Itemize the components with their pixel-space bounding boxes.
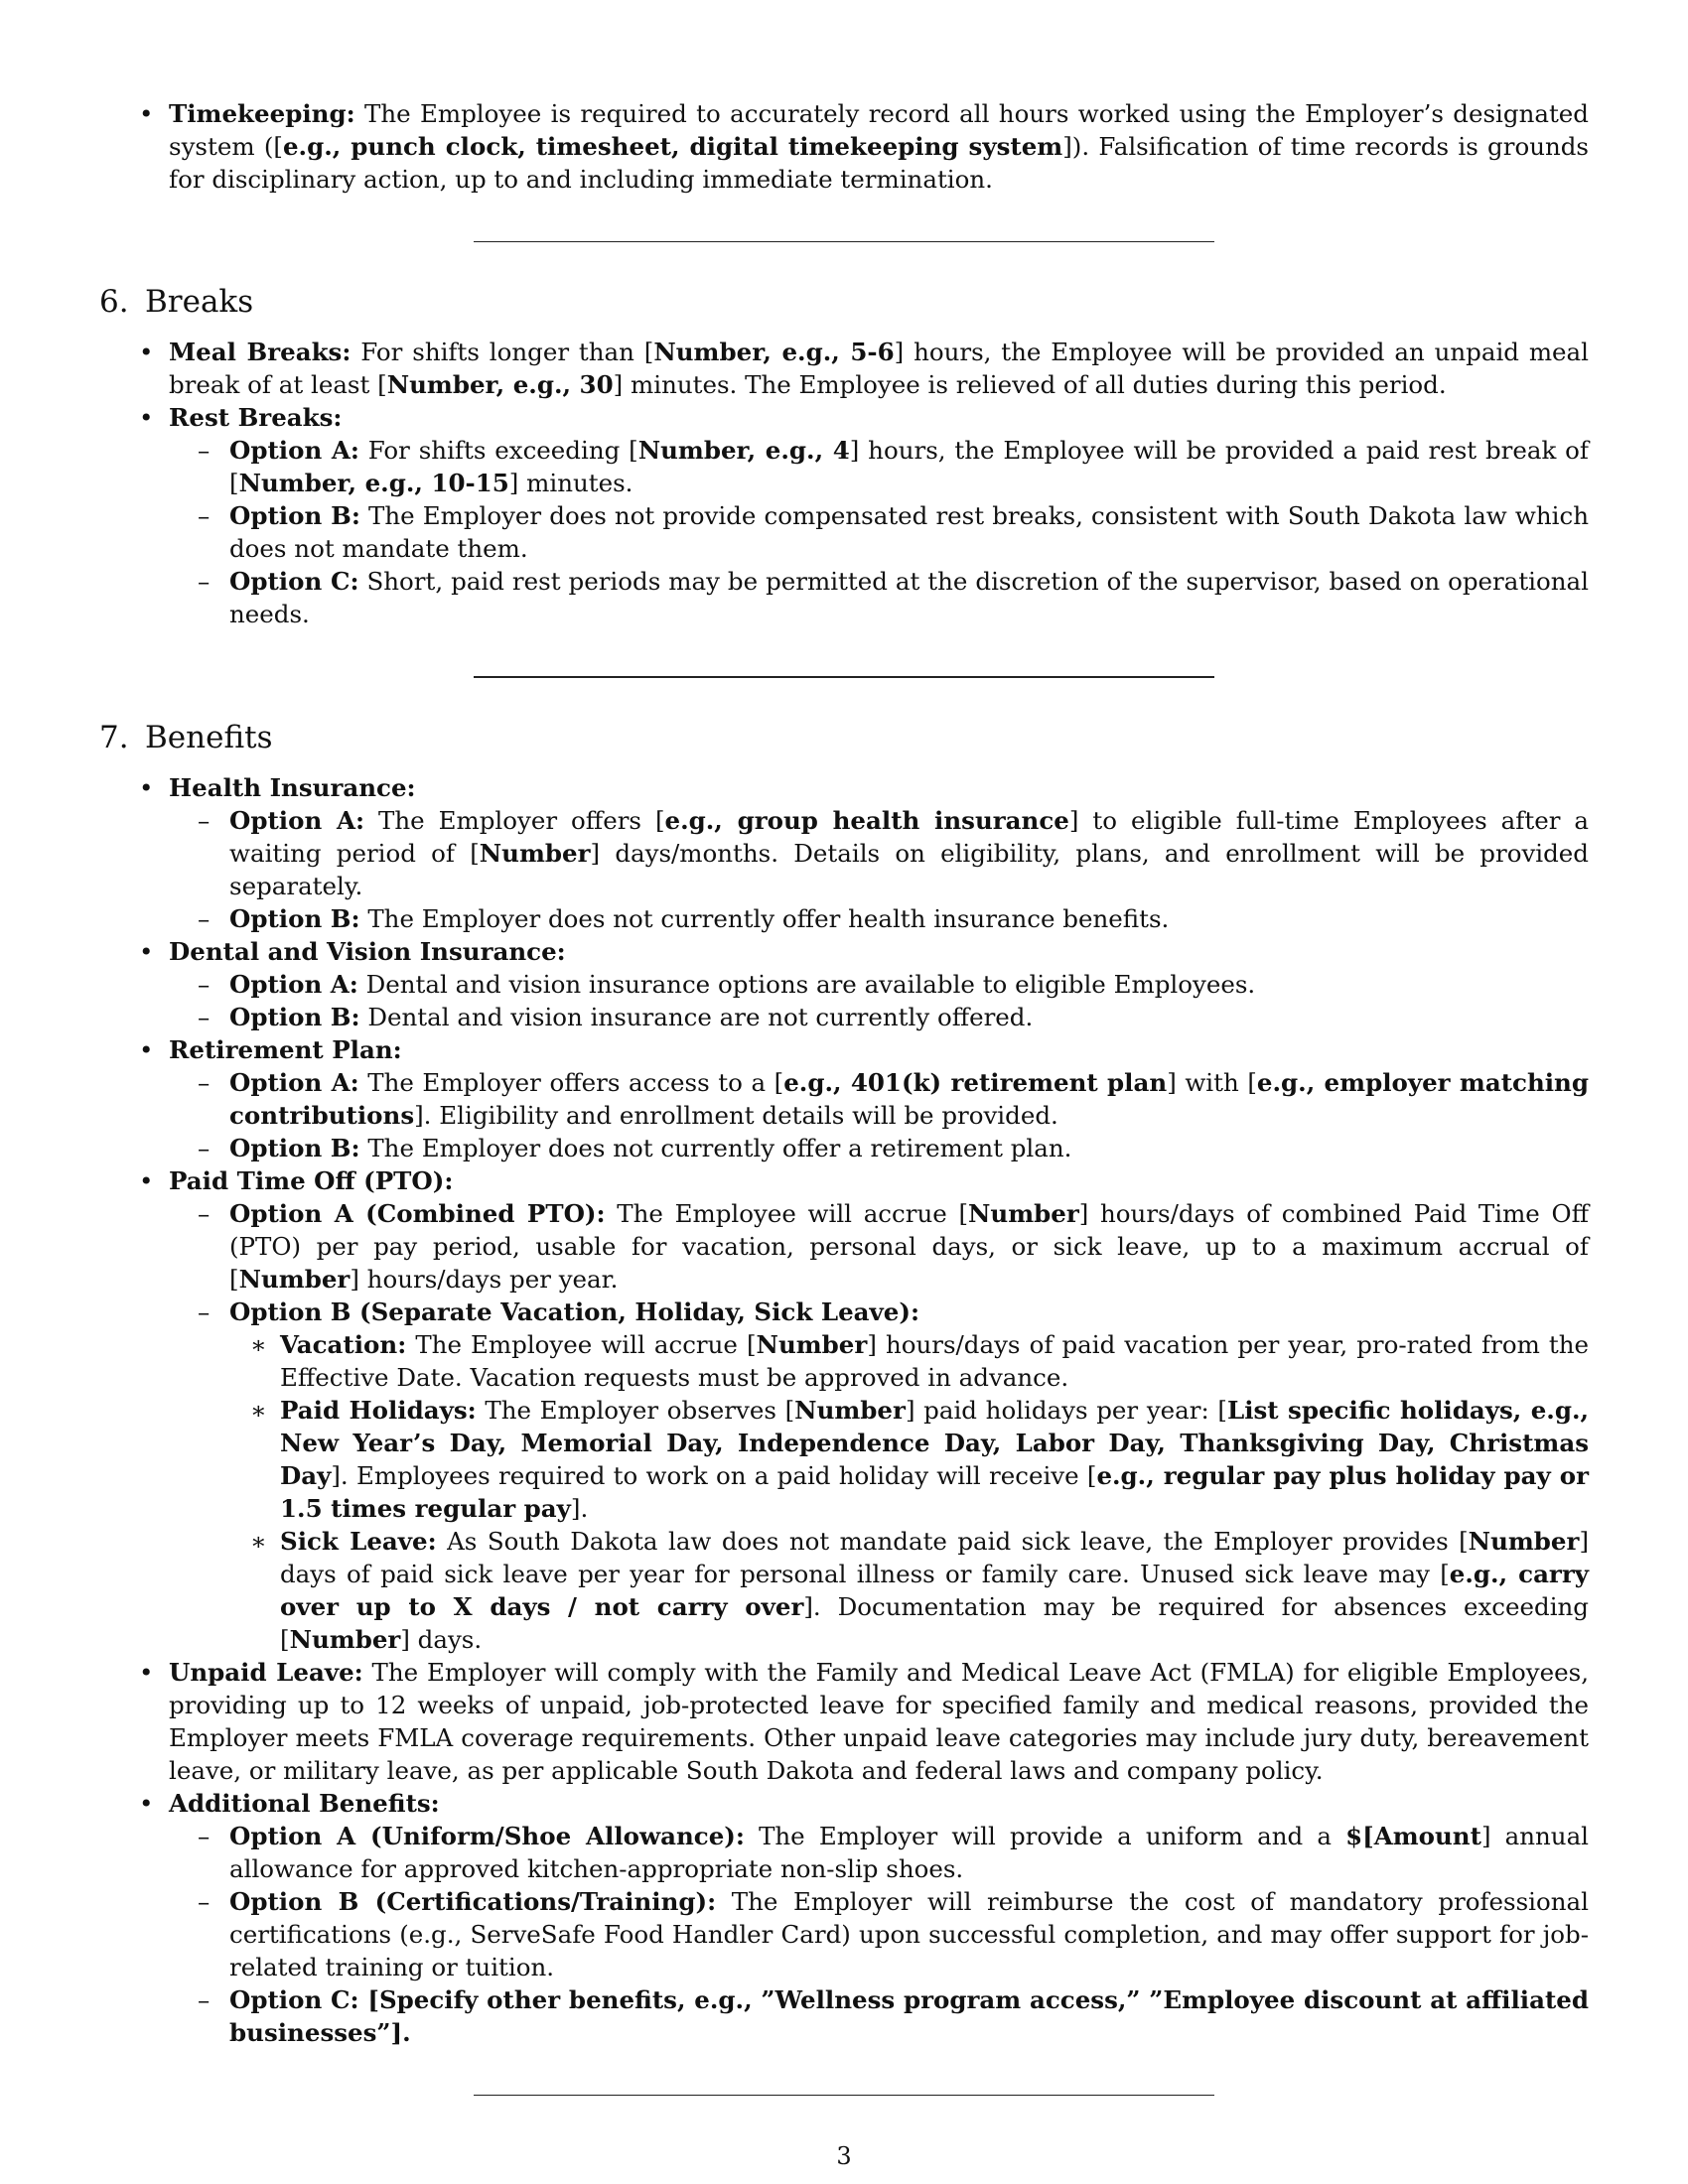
dash-marker: – [198, 501, 211, 530]
retirement-option-a: – Option A: The Employer offers access to a [e.g., 401(k) retirement plan] with [e.g., employer matching contributions]. Eligibility and enrollment details will be provided. [198, 1068, 1590, 1130]
additional-option-a: – Option A (Uniform/Shoe Allowance): The Employer will provide a uniform and a $[Amount] annual allowance for approved kitchen-appropriate non-slip shoes. [198, 1822, 1590, 1883]
bullet-marker: • [139, 338, 154, 366]
star-marker: ∗ [250, 1396, 267, 1425]
dash-marker: – [198, 1199, 211, 1228]
rest-option-a: – Option A: For shifts exceeding [Number, e.g., 4] hours, the Employee will be provided a paid rest break of [Number, e.g., 10-15] minutes. [198, 436, 1590, 497]
dash-marker: – [198, 1822, 211, 1850]
pto-item: • Paid Time Off (PTO): [139, 1166, 454, 1195]
dash-marker: – [198, 1068, 211, 1097]
bullet-marker: • [139, 1166, 154, 1195]
document-page [99, 97, 1589, 2096]
meal-breaks-item: • Meal Breaks: For shifts longer than [Number, e.g., 5-6] hours, the Employee will be provided an unpaid meal break of at least [Number, e.g., 30] minutes. The Employee is relieved of all duties during this period. [139, 338, 1589, 399]
dash-marker: – [198, 1003, 211, 1031]
health-option-b: – Option B: The Employer does not currently offer health insurance benefits. [198, 904, 1170, 933]
health-option-a: – Option A: The Employer offers [e.g., group health insurance] to eligible full-time Employees after a waiting period of [Number] days/months. Details on eligibility, plans, and enrollment will be provided separately. [198, 806, 1589, 900]
timekeeping-item: • Timekeeping: The Employee is required to accurately record all hours worked using the Employer’s designated system ([e.g., punch clock, timesheet, digital timekeeping system]). Falsification of time records is grounds for disciplinary action, up to and including immediate termination. [139, 99, 1590, 194]
additional-option-b: – Option B (Certifications/Training): The Employer will reimburse the cost of mandatory professional certifications (e.g., ServeSafe Food Handler Card) upon successful completion, and may offer support for job-related training or tuition. [198, 1887, 1589, 1981]
section-divider [474, 241, 1214, 242]
rest-option-c: – Option C: Short, paid rest periods may be permitted at the discretion of the supervisor, based on operational needs. [198, 567, 1589, 628]
bullet-marker: • [139, 773, 154, 802]
page-number: 3 [836, 2142, 852, 2170]
dental-vision-item: • Dental and Vision Insurance: [139, 937, 566, 966]
sick-leave-item: ∗ Sick Leave: As South Dakota law does not mandate paid sick leave, the Employer provides [Number] days of paid sick leave per year for personal illness or family care. Unused sick leave may [e.g., carry over up to X days / not carry over]. Documentation may be required for absences exceeding [Number] days. [250, 1527, 1589, 1654]
dash-marker: – [198, 567, 211, 596]
dash-marker: – [198, 904, 211, 933]
retirement-option-b: – Option B: The Employer does not currently offer a retirement plan. [198, 1134, 1072, 1162]
bullet-marker: • [139, 1658, 154, 1687]
retirement-plan-item: • Retirement Plan: [139, 1035, 402, 1064]
bullet-marker: • [139, 99, 154, 128]
star-marker: ∗ [250, 1527, 267, 1556]
rest-option-b: – Option B: The Employer does not provide compensated rest breaks, consistent with South Dakota law which does not mandate them. [198, 501, 1589, 563]
unpaid-leave-item: • Unpaid Leave: The Employer will comply with the Family and Medical Leave Act (FMLA) for eligible Employees, providing up to 12 weeks of unpaid, job-protected leave for specified family and medical reasons, provided the Employer meets FMLA coverage requirements. Other unpaid leave categories may include jury duty, bereavement leave, or military leave, as per applicable South Dakota and federal laws and company policy. [139, 1658, 1589, 1785]
bullet-marker: • [139, 937, 154, 966]
bullet-marker: • [139, 403, 154, 432]
section-divider [474, 2095, 1214, 2096]
dash-marker: – [198, 1134, 211, 1162]
dental-option-a: – Option A: Dental and vision insurance options are available to eligible Employees. [198, 970, 1256, 999]
pto-option-b: – Option B (Separate Vacation, Holiday, Sick Leave): [198, 1297, 920, 1326]
star-marker: ∗ [250, 1330, 267, 1359]
section-6-heading: 6. Breaks [99, 284, 254, 320]
bullet-marker: • [139, 1035, 154, 1064]
dash-marker: – [198, 1887, 211, 1916]
dash-marker: – [198, 1985, 211, 2014]
bullet-marker: • [139, 1789, 154, 1818]
dental-option-b: – Option B: Dental and vision insurance are not currently offered. [198, 1003, 1034, 1031]
section-7-heading: 7. Benefits [99, 720, 273, 755]
health-insurance-item: • Health Insurance: [139, 773, 416, 802]
additional-option-c: – Option C: [Specify other benefits, e.g., ”Wellness program access,” ”Employee discount at affiliated businesses”]. [198, 1985, 1589, 2047]
rest-breaks-item: • Rest Breaks: [139, 403, 343, 432]
dash-marker: – [198, 970, 211, 999]
dash-marker: – [198, 1297, 211, 1326]
section-divider [474, 676, 1214, 678]
additional-benefits-item: • Additional Benefits: [139, 1789, 440, 1818]
dash-marker: – [198, 806, 211, 835]
vacation-item: ∗ Vacation: The Employee will accrue [Number] hours/days of paid vacation per year, pro-rated from the Effective Date. Vacation requests must be approved in advance. [250, 1330, 1590, 1392]
paid-holidays-item: ∗ Paid Holidays: The Employer observes [Number] paid holidays per year: [List specific holidays, e.g., New Year’s Day, Memorial Day, Independence Day, Labor Day, Thanksgiving Day, Christmas Day]. Employees required to work on a paid holiday will receive [e.g., regular pay plus holiday pay or 1.5 times regular pay]. [250, 1396, 1590, 1523]
dash-marker: – [198, 436, 211, 465]
pto-option-a: – Option A (Combined PTO): The Employee will accrue [Number] hours/days of combined Paid Time Off (PTO) per pay period, usable for vacation, personal days, or sick leave, up to a maximum accrual of [Number] hours/days per year. [198, 1199, 1590, 1294]
